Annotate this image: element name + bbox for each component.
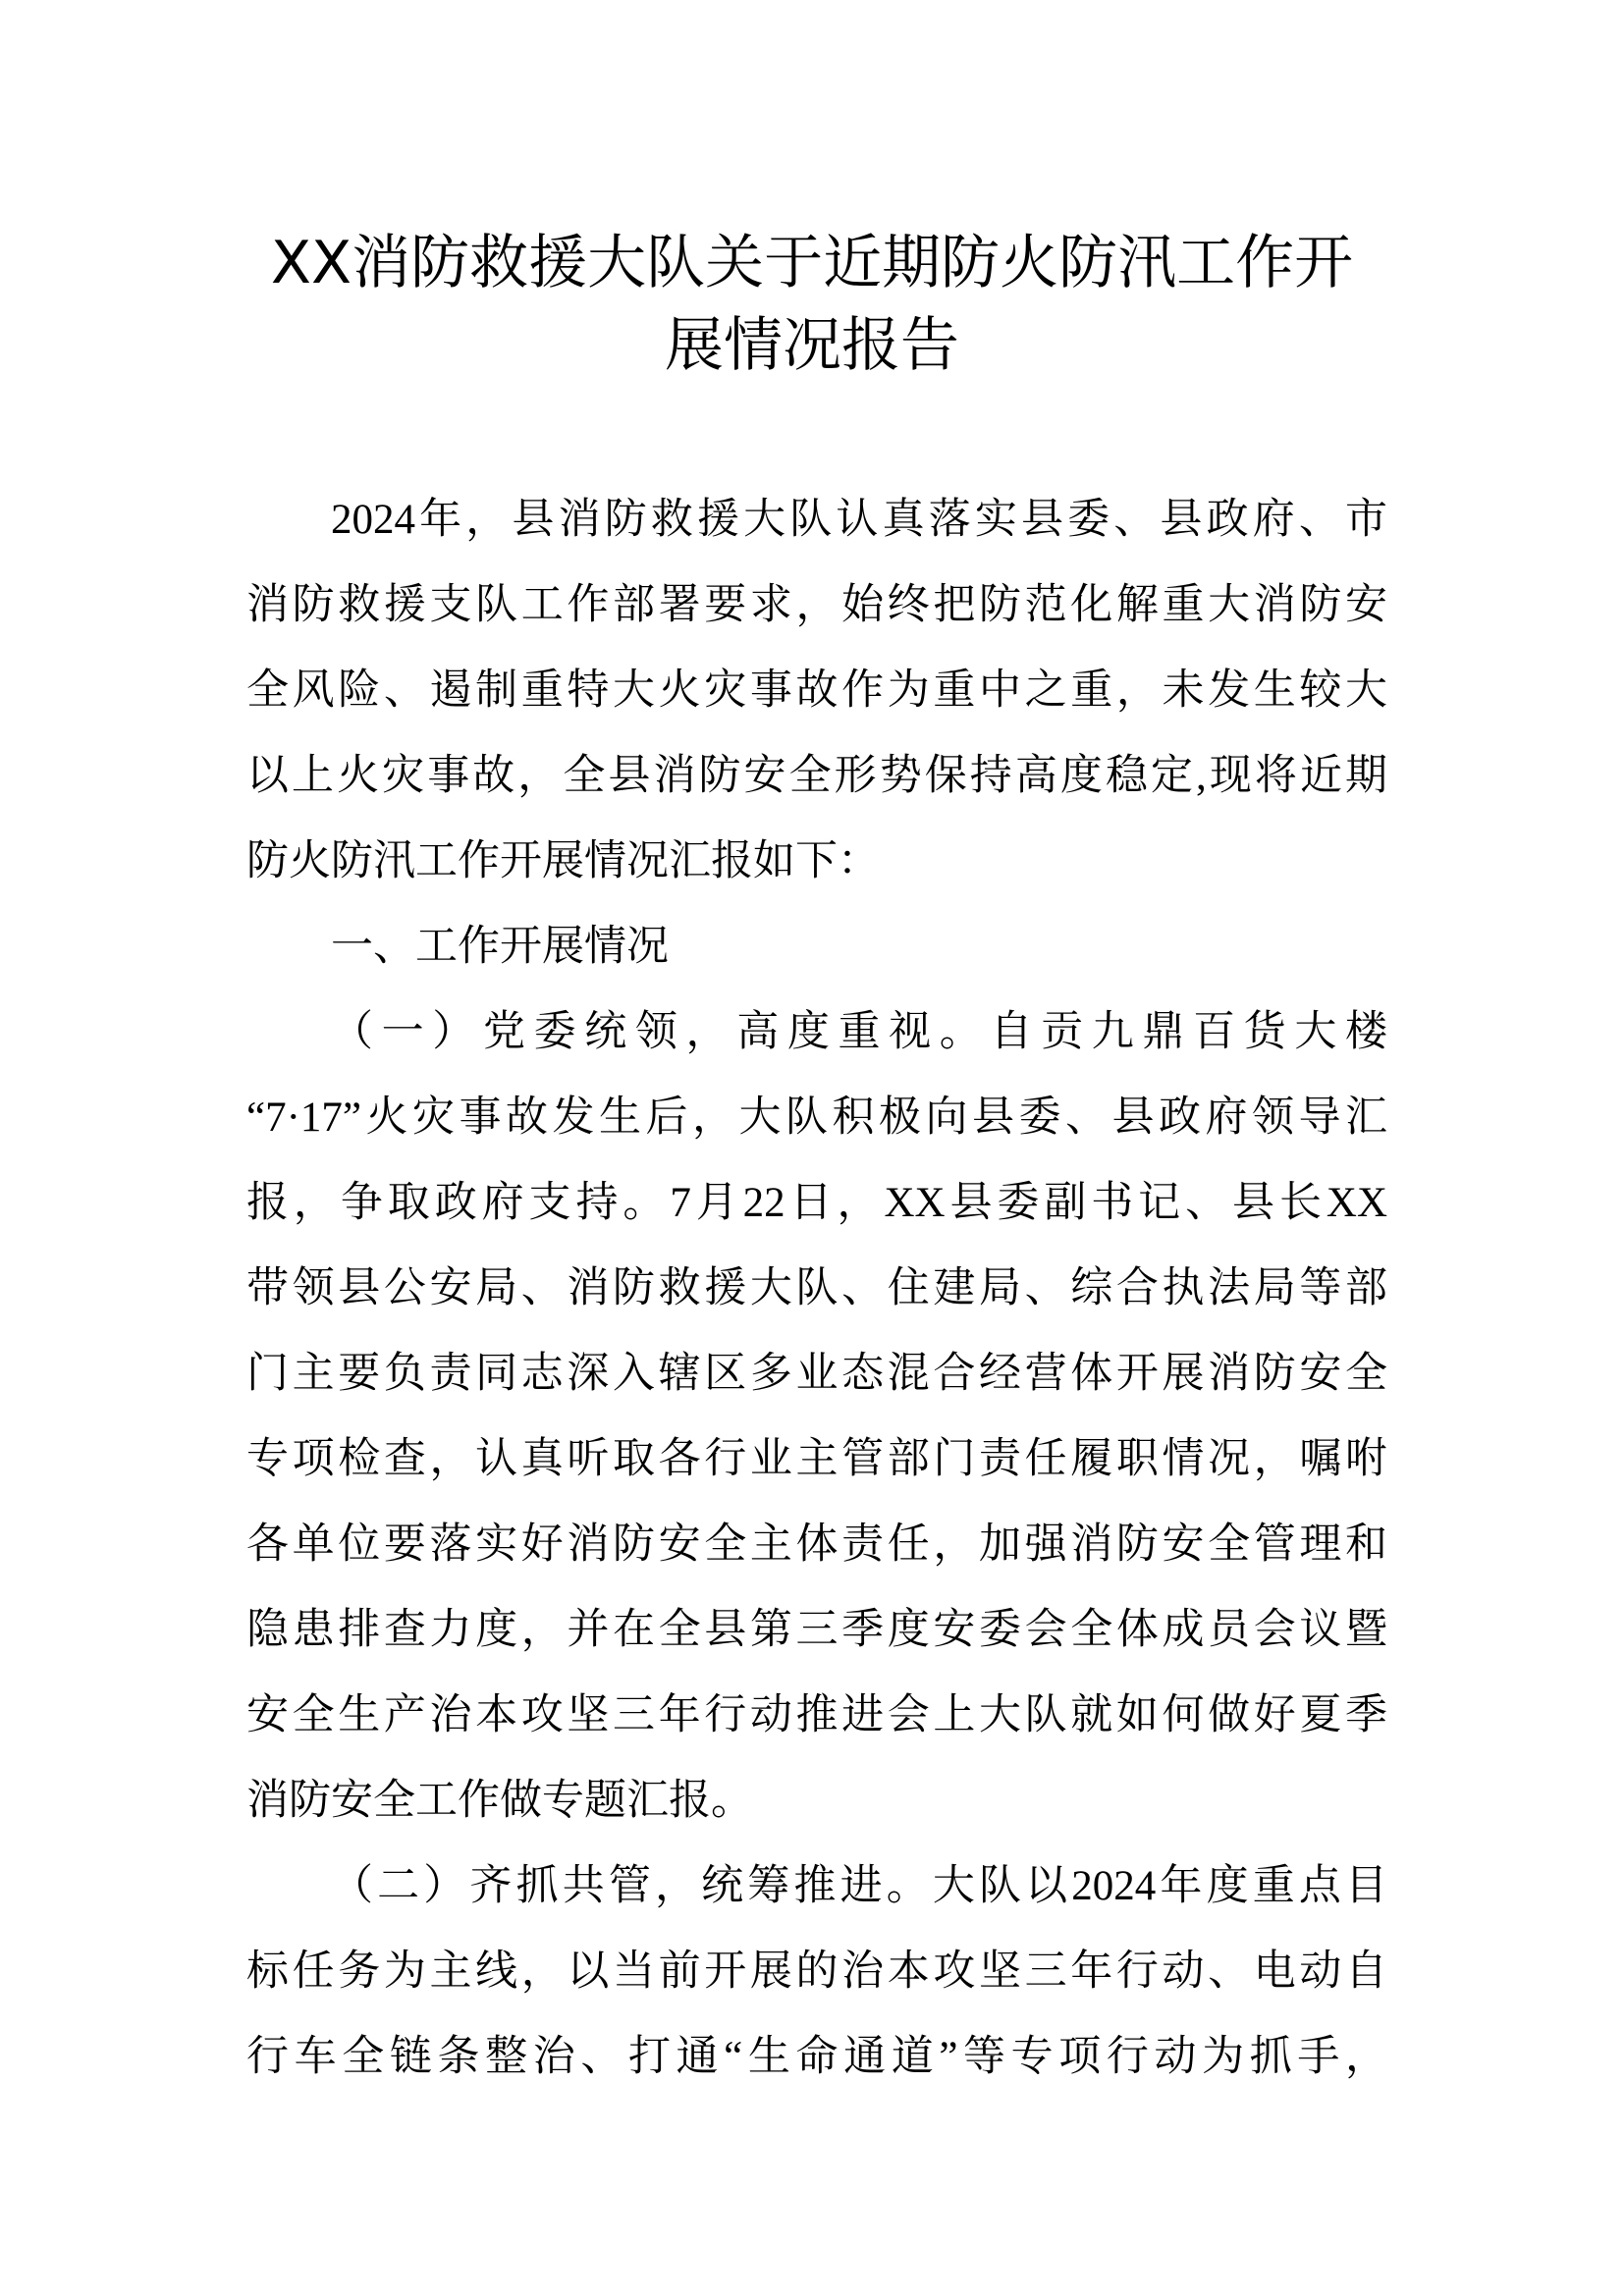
- text-line: 2024年，县消防救援大队认真落实县委、县政府、市: [331, 497, 1387, 543]
- text-line: 标任务为主线，以当前开展的治本攻坚三年行动、电动自: [246, 1949, 1387, 1995]
- text-line: 带领县公安局、消防救援大队、住建局、综合执法局等部: [246, 1265, 1387, 1311]
- text-line: （二）齐抓共管，统筹推进。大队以2024年度重点目: [331, 1863, 1387, 1909]
- text-line: 行车全链条整治、打通“生命通道”等专项行动为抓手，: [246, 2034, 1387, 2080]
- text-line: “7·17”火灾事故发生后，大队积极向县委、县政府领导汇: [246, 1095, 1387, 1141]
- text-line: 消防安全工作做专题汇报。: [246, 1778, 753, 1824]
- paragraph-intro: [246, 477, 1387, 904]
- text-line: 专项检查，认真听取各行业主管部门责任履职情况，嘱咐: [246, 1436, 1387, 1482]
- title-line: 展情况报告: [665, 311, 959, 380]
- text-line: 各单位要落实好消防安全主体责任，加强消防安全管理和: [246, 1522, 1387, 1568]
- text-line: 隐患排查力度，并在全县第三季度安委会全体成员会议暨: [246, 1607, 1387, 1653]
- text-line: （一）党委统领，高度重视。自贡九鼎百货大楼: [331, 1009, 1387, 1055]
- text-line: 消防救援支队工作部署要求，始终把防范化解重大消防安: [246, 582, 1387, 628]
- text-line: 以上火灾事故，全县消防安全形势保持高度稳定,现将近期: [246, 753, 1387, 799]
- document-title: [236, 222, 1388, 387]
- title-line: XX消防救援大队关于近期防火防汛工作开: [270, 229, 1354, 297]
- text-line: 全风险、遏制重特大火灾事故作为重中之重，未发生较大: [246, 667, 1387, 714]
- text-line: 防火防汛工作开展情况汇报如下：: [246, 838, 880, 884]
- text-line: 报，争取政府支持。7月22日，XX县委副书记、县长XX: [246, 1180, 1387, 1226]
- document-body: [246, 477, 1387, 2100]
- section-heading: [246, 904, 1387, 989]
- text-line: 门主要负责同志深入辖区多业态混合经营体开展消防安全: [246, 1351, 1387, 1397]
- text-line: 安全生产治本攻坚三年行动推进会上大队就如何做好夏季: [246, 1692, 1387, 1738]
- paragraph-section-1: [246, 989, 1387, 1843]
- heading-line: 一、工作开展情况: [331, 924, 669, 970]
- paragraph-section-2: [246, 1843, 1387, 2100]
